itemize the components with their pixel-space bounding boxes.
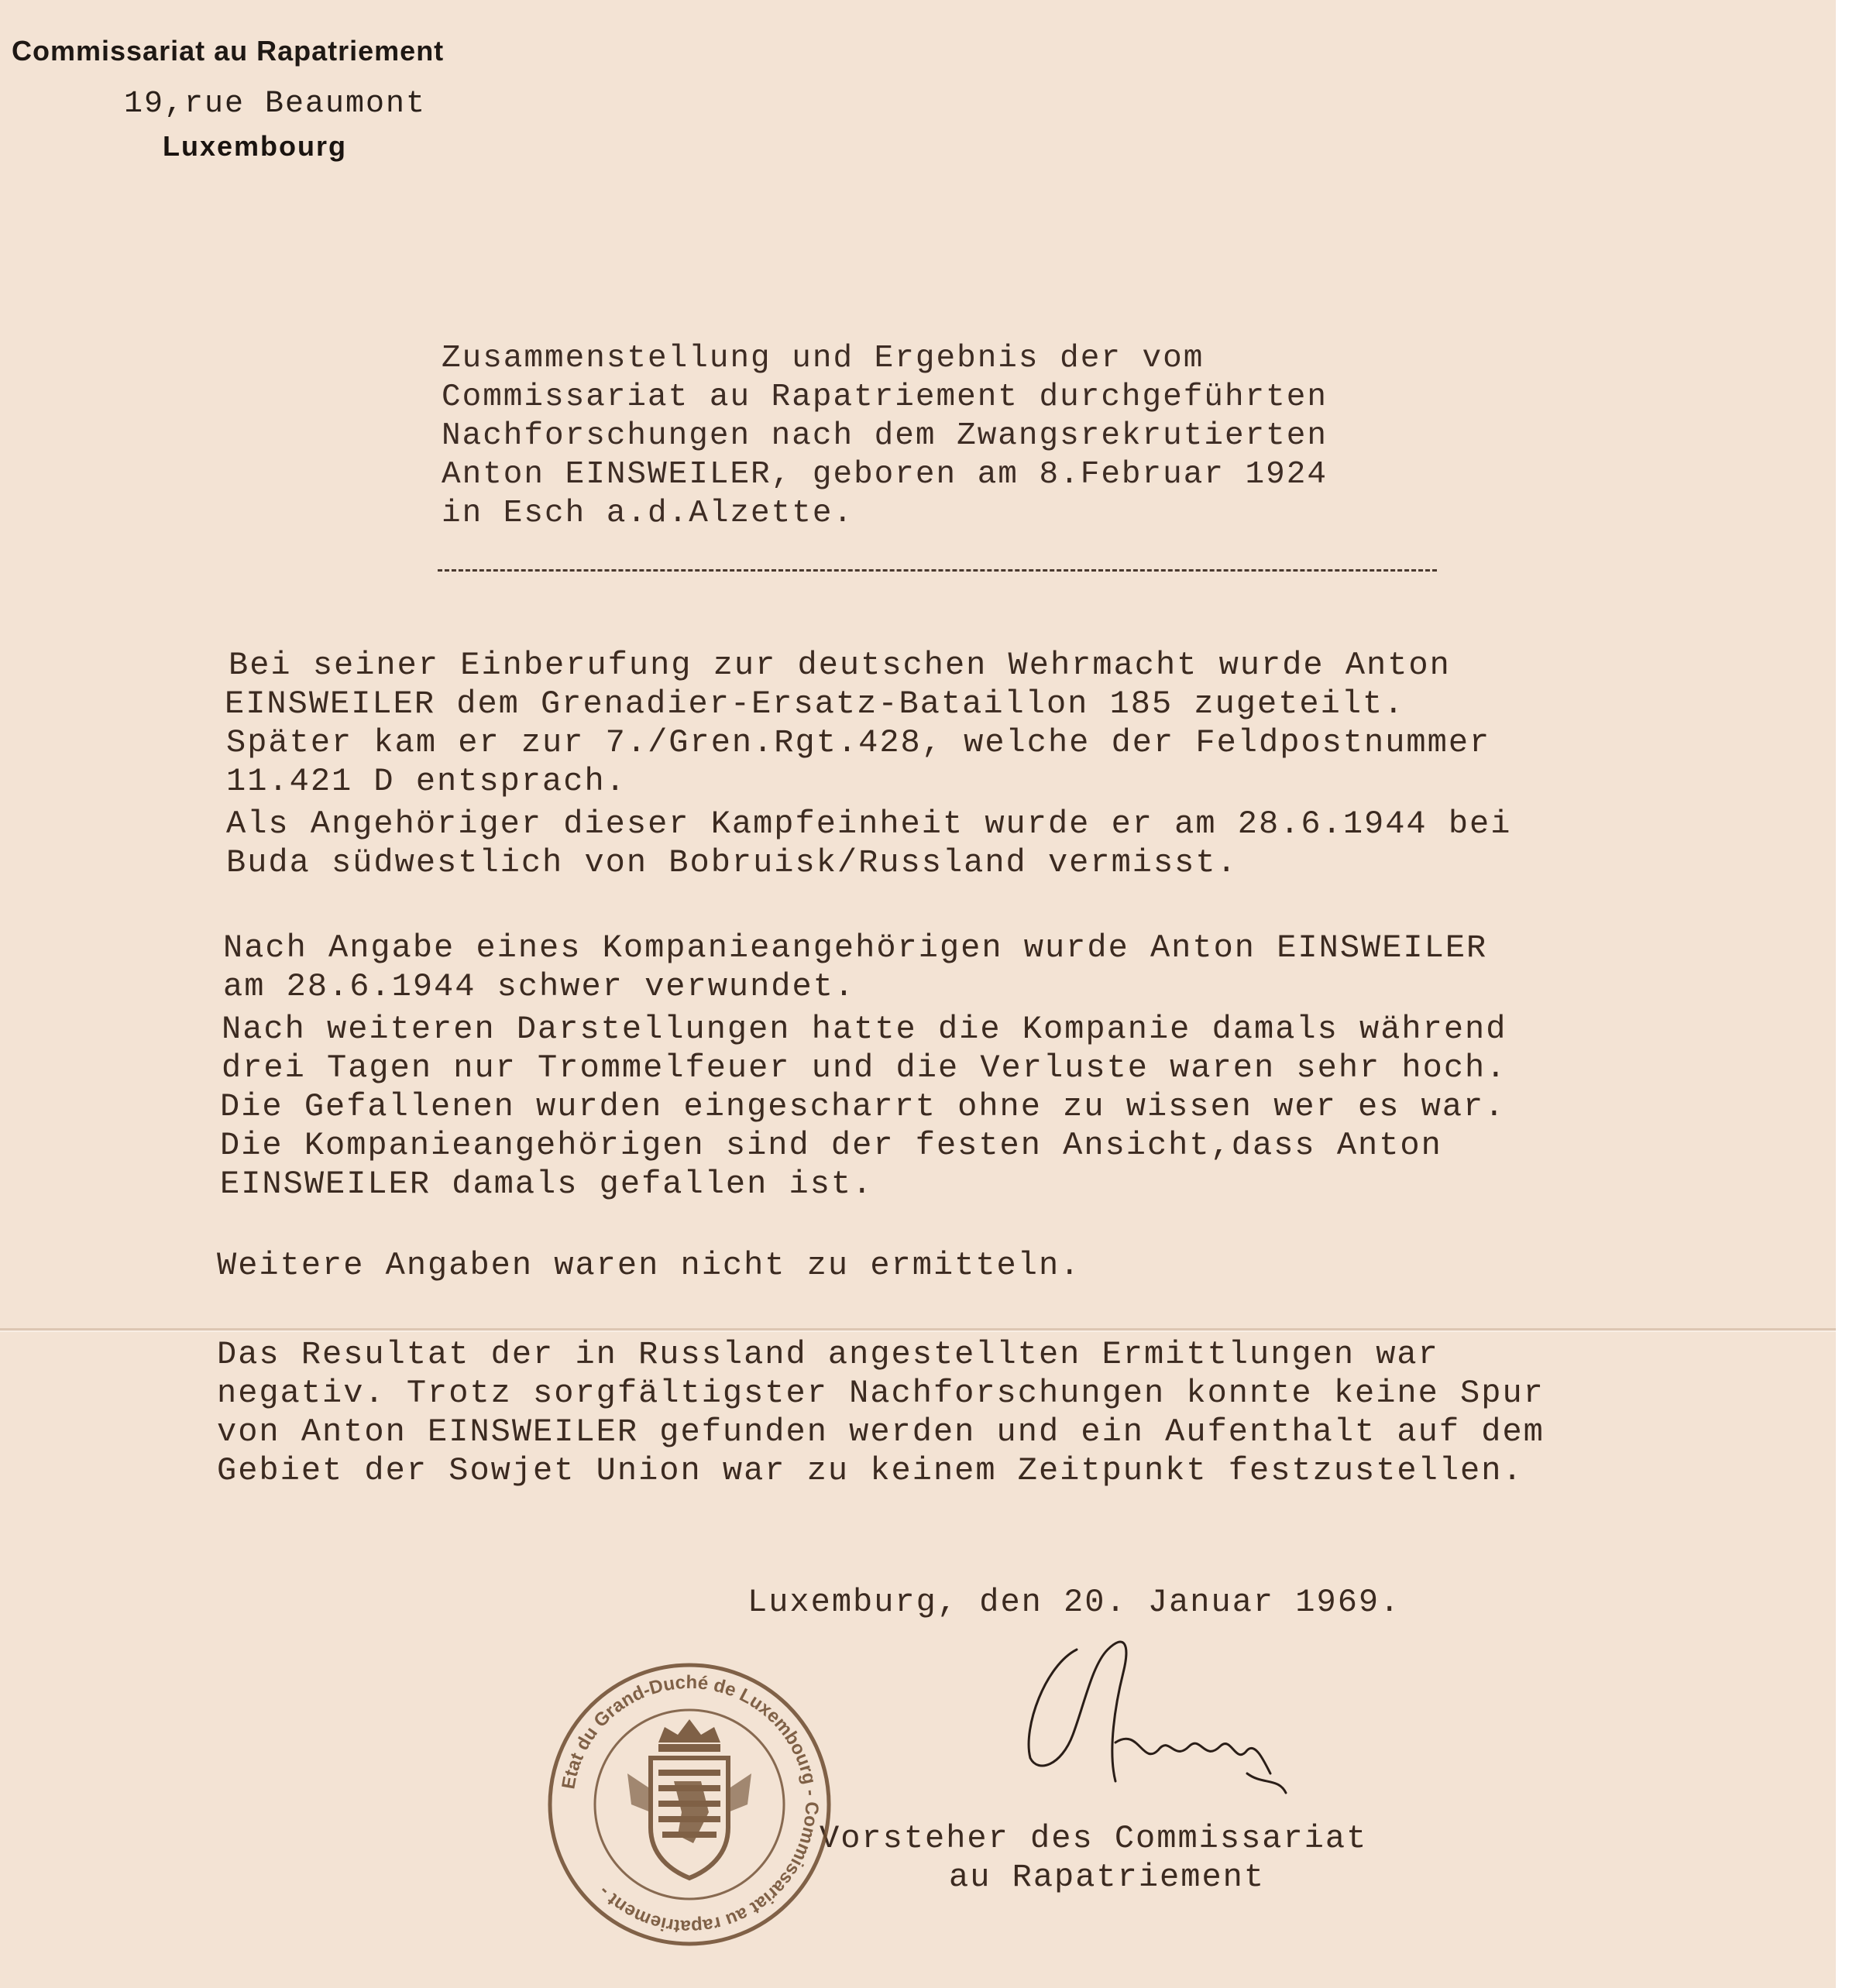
title-underline xyxy=(438,569,1437,572)
body-line: Die Gefallenen wurden eingescharrt ohne zu wissen wer es war. xyxy=(220,1088,1506,1125)
letterhead-city: Luxembourg xyxy=(163,130,348,162)
body-line: Gebiet der Sowjet Union war zu keinem Zeitpunkt festzustellen. xyxy=(217,1452,1524,1489)
paper-fold-highlight xyxy=(0,1330,1836,1332)
body-line: drei Tagen nur Trommelfeuer und die Verluste waren sehr hoch. xyxy=(222,1049,1507,1087)
body-line: Später kam er zur 7./Gren.Rgt.428, welche der Feldpostnummer xyxy=(226,724,1491,761)
body-line: Als Angehöriger dieser Kampfeinheit wurde er am 28.6.1944 bei xyxy=(226,805,1512,843)
body-line: Weitere Angaben waren nicht zu ermitteln. xyxy=(217,1247,1081,1284)
body-line: 11.421 D entsprach. xyxy=(226,763,627,800)
title-line: Zusammenstellung und Ergebnis der vom xyxy=(442,341,1205,376)
body-line: Bei seiner Einberufung zur deutschen Wehrmacht wurde Anton xyxy=(229,647,1451,684)
title-line: Anton EINSWEILER, geboren am 8.Februar 1924 xyxy=(442,457,1328,493)
signatory-office: au Rapatriement xyxy=(949,1859,1266,1896)
letterhead-organization: Commissariat au Rapatriement xyxy=(12,35,445,67)
svg-text:Etat du Grand-Duché de Luxembo: Etat du Grand-Duché de Luxembourg - Commissariat au rapatriement - xyxy=(558,1671,823,1938)
body-line: Nach Angabe eines Kompanieangehörigen wurde Anton EINSWEILER xyxy=(223,929,1488,967)
body-line: negativ. Trotz sorgfältigster Nachforschungen konnte keine Spur xyxy=(217,1375,1545,1412)
body-line: Die Kompanieangehörigen sind der festen Ansicht,dass Anton xyxy=(220,1127,1442,1164)
body-line: Nach weiteren Darstellungen hatte die Kompanie damals während xyxy=(222,1011,1507,1048)
place-date: Luxemburg, den 20. Januar 1969. xyxy=(748,1584,1401,1621)
body-line: von Anton EINSWEILER gefunden werden und ein Aufenthalt auf dem xyxy=(217,1413,1545,1451)
body-line: am 28.6.1944 schwer verwundet. xyxy=(223,968,856,1005)
body-line: Das Resultat der in Russland angestellten Ermittlungen war xyxy=(217,1336,1439,1373)
handwritten-signature xyxy=(1015,1619,1340,1835)
title-line: Commissariat au Rapatriement durchgeführten xyxy=(442,379,1328,415)
body-line: Buda südwestlich von Bobruisk/Russland vermisst. xyxy=(226,844,1238,881)
signatory-title: Vorsteher des Commissariat xyxy=(820,1820,1368,1857)
body-line: EINSWEILER damals gefallen ist. xyxy=(220,1166,874,1203)
official-seal-stamp xyxy=(542,1657,837,1952)
title-line: in Esch a.d.Alzette. xyxy=(442,496,854,531)
body-line: EINSWEILER dem Grenadier-Ersatz-Bataillon 185 zugeteilt. xyxy=(225,685,1405,723)
title-line: Nachforschungen nach dem Zwangsrekrutierten xyxy=(442,418,1328,454)
letterhead-street: 19,rue Beaumont xyxy=(124,87,427,122)
